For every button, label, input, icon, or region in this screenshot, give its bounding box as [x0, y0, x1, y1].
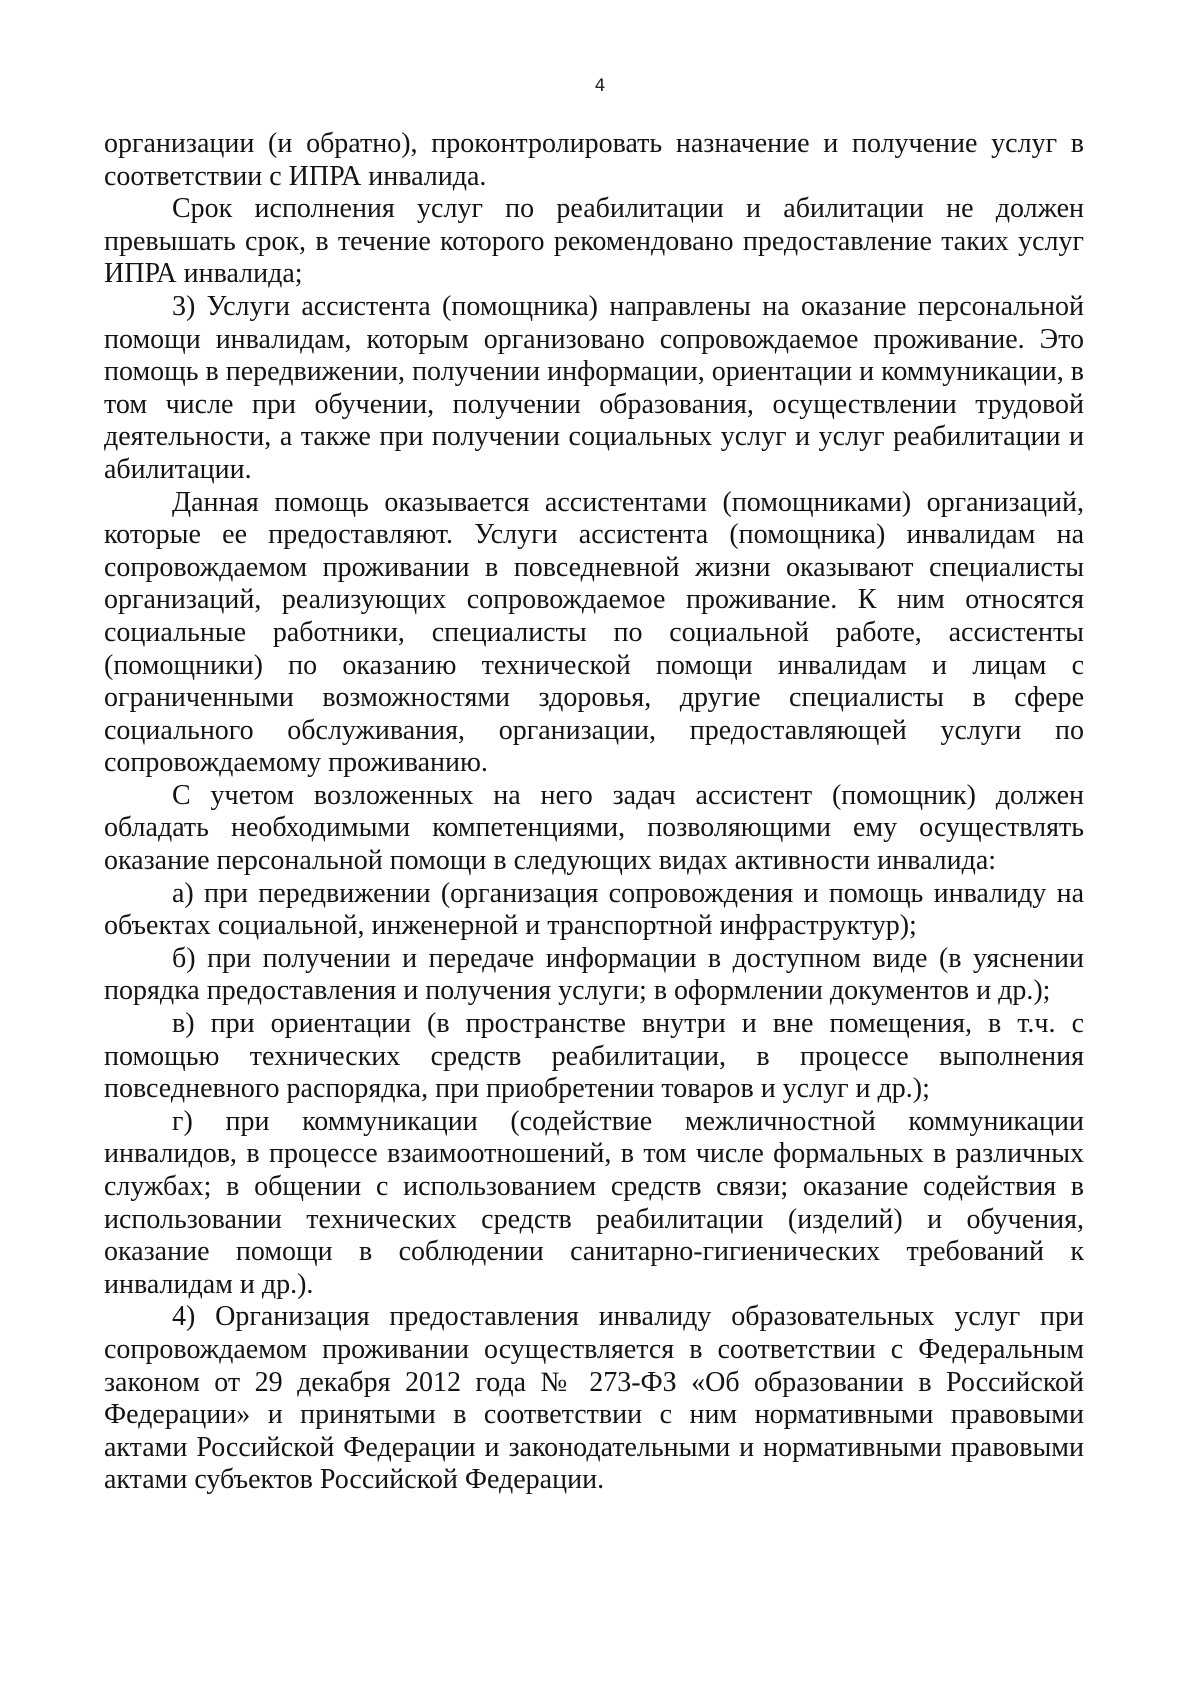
paragraph-service-deadline: Срок исполнения услуг по реабилитации и абилитации не должен превышать срок, в течение которого рекомендовано предоставление таких услуг ИПРА инвалида;: [104, 193, 1084, 290]
document-body: [104, 128, 1084, 1497]
list-item-g-communication: г) при коммуникации (содействие межличностной коммуникации инвалидов, в процессе взаимоотношений, в том числе формальных в различных службах; в общении с использованием средств связи; оказание содействия в использовании технических средств реабилитации (изделий) и обучения, оказание помощи в соблюдении санитарно-гигиенических требований к инвалидам и др.).: [104, 1105, 1084, 1300]
list-item-b-information: б) при получении и передаче информации в доступном виде (в уяснении порядка предоставления и получения услуги; в оформлении документов и др.);: [104, 942, 1084, 1007]
paragraph-assistant-services: 3) Услуги ассистента (помощника) направлены на оказание персональной помощи инвалидам, которым организовано сопровождаемое проживание. Это помощь в передвижении, получении информации, ориентации и коммуникации, в том числе при обучении, получении образования, осуществлении трудовой деятельности, а также при получении социальных услуг и услуг реабилитации и абилитации.: [104, 290, 1084, 485]
list-item-v-orientation: в) при ориентации (в пространстве внутри и вне помещения, в т.ч. с помощью технических средств реабилитации, в процессе выполнения повседневного распорядка, при приобретении товаров и услуг и др.);: [104, 1008, 1084, 1105]
page-number: 4: [594, 76, 606, 96]
paragraph-education-services: 4) Организация предоставления инвалиду образовательных услуг при сопровождаемом проживании осуществляется в соответствии с Федеральным законом от 29 декабря 2012 года № 273-ФЗ «Об образовании в Российской Федерации» и принятыми в соответствии с ним нормативными правовыми актами Российской Федерации и законодательными и нормативными правовыми актами субъектов Российской Федерации.: [104, 1301, 1084, 1496]
paragraph-assistant-providers: Данная помощь оказывается ассистентами (помощниками) организаций, которые ее предоставляют. Услуги ассистента (помощника) инвалидам на сопровождаемом проживании в повседневной жизни оказывают специалисты организаций, реализующих сопровождаемое проживание. К ним относятся социальные работники, специалисты по социальной работе, ассистенты (помощники) по оказанию технической помощи инвалидам и лицам с ограниченными возможностями здоровья, другие специалисты в сфере социального обслуживания, организации, предоставляющей услуги по сопровождаемому проживанию.: [104, 486, 1084, 779]
paragraph-assistant-competencies: С учетом возложенных на него задач ассистент (помощник) должен обладать необходимыми компетенциями, позволяющими ему осуществлять оказание персональной помощи в следующих видах активности инвалида:: [104, 779, 1084, 877]
paragraph-continuation: организации (и обратно), проконтролировать назначение и получение услуг в соответствии с ИПРА инвалида.: [104, 128, 1084, 192]
list-item-a-movement: а) при передвижении (организация сопровождения и помощь инвалиду на объектах социальной, инженерной и транспортной инфраструктур);: [104, 877, 1084, 942]
